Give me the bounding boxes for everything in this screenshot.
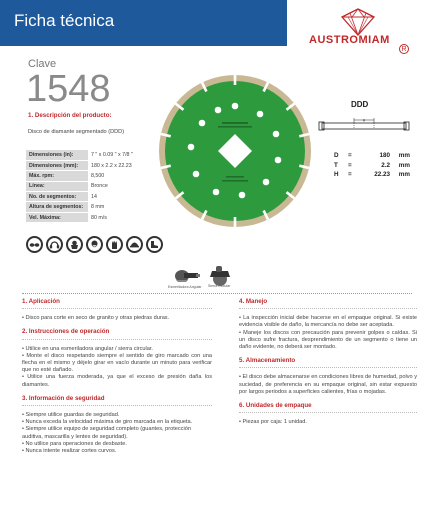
spec-row <box>26 160 162 170</box>
safety-item: • Siempre utilice equipo de seguridad completo (guantes, protección auditiva, mascarilla y lentes de seguridad). <box>22 426 191 440</box>
spec-row <box>26 212 162 222</box>
dimension-row: D = 180 mm <box>334 152 410 162</box>
spec-key: Vel. Máxima: <box>26 212 88 222</box>
spec-key: Línea: <box>26 181 88 191</box>
instructions-item: • Utilice en una esmeriladora angular / sierra circular. <box>22 345 153 352</box>
spec-row <box>26 171 162 181</box>
handling-item: • Maneje los discos con precaución para prevenir golpes o caídas. Si un disco sufre fractura, desprendimiento de un segmento o tiene un daño evidente, no deberá ser montado. <box>239 329 417 351</box>
safety-heading: 3. Información de seguridad <box>22 394 105 402</box>
spec-key: Máx. rpm: <box>26 171 88 181</box>
safety-item: • Nunca exceda la velocidad máxima de giro marcada en la etiqueta. <box>22 419 193 426</box>
spec-key: Dimensiones (in): <box>26 150 88 160</box>
diamond-disc-image <box>158 74 312 228</box>
brand-logo <box>287 0 425 64</box>
safety-boots-icon <box>146 236 163 253</box>
ear-protection-icon <box>46 236 63 253</box>
profile-h-label: H <box>362 118 366 123</box>
heading-separator <box>239 412 417 413</box>
safety-item: • Nunca intente realizar cortes curvos. <box>22 448 117 455</box>
circular-saw-icon <box>210 266 230 286</box>
heading-separator <box>22 308 212 309</box>
handling-heading: 4. Manejo <box>239 298 268 305</box>
storage-item: • El disco debe almacenarse en condiciones libres de humedad, polvo y suciedad, de preferencia en su empaque original, sin estar expuesto por largos periodos a superficies calientes, frías o mojadas. <box>239 374 417 395</box>
dimension-key: D <box>334 152 339 159</box>
dimension-row: T = 2.2 mm <box>334 162 410 172</box>
section-divider <box>22 293 412 294</box>
left-column <box>22 298 212 455</box>
storage-heading: 5. Almacenamiento <box>239 357 296 365</box>
face-shield-icon <box>66 236 83 253</box>
dimension-value: 180 <box>379 152 390 159</box>
machines-illustration <box>172 262 236 296</box>
dimension-key: H <box>334 171 339 178</box>
heading-separator <box>239 367 417 368</box>
instructions-heading: 2. Instrucciones de operación <box>22 328 110 336</box>
description-text: Disco de diamante segmentado (DDD) <box>28 129 125 135</box>
heading-separator <box>239 308 417 309</box>
spec-key: No. de segmentos: <box>26 192 88 202</box>
spec-value: 8 mm <box>88 202 162 212</box>
spec-value: 80 m/s <box>88 212 162 222</box>
heading-separator <box>22 405 212 406</box>
clave-label: Clave <box>28 58 57 70</box>
instructions-item: • Monte el disco respetando siempre el sentido de giro marcado con una flecha en el mismo y déjelo girar en vacío durante un minuto para verificar que no esté dañado. <box>22 352 212 374</box>
dimension-unit: mm <box>398 152 410 159</box>
registered-mark-icon: R <box>399 44 409 54</box>
machine-caption-saw: Sierra Circular <box>208 284 231 288</box>
brand-name: AUSTROMIAM <box>309 34 390 46</box>
angle-grinder-icon <box>175 270 200 282</box>
page-title: Ficha técnica <box>14 11 115 30</box>
disc-profile-diagram <box>318 117 410 137</box>
spec-value: Bronce <box>88 181 162 191</box>
application-heading: 1. Aplicación <box>22 298 60 305</box>
hard-hat-icon <box>126 236 143 253</box>
dimension-row: H = 22.23 mm <box>334 171 410 181</box>
profile-label: DDD <box>351 100 369 109</box>
spec-row <box>26 192 162 202</box>
spec-key: Altura de segmentos: <box>26 202 88 212</box>
diamond-logo-icon <box>339 8 377 36</box>
application-item: • Disco para corte en seco de granito y otras piedras duras. <box>22 315 170 322</box>
dust-mask-icon <box>86 236 103 253</box>
packaging-heading: 6. Unidades de empaque <box>239 402 312 410</box>
spec-value: 14 <box>88 192 162 202</box>
clave-number: 1548 <box>26 68 111 110</box>
dimension-unit: mm <box>398 171 410 178</box>
dimension-list <box>334 152 410 181</box>
spec-row <box>26 181 162 191</box>
machine-caption-grinder: Esmeriladora Angular <box>168 285 202 289</box>
dimension-key: T <box>334 161 338 169</box>
description-heading: 1. Descripción del producto: <box>28 112 112 119</box>
dimension-unit: mm <box>398 161 410 169</box>
ppe-icons-row <box>26 236 163 256</box>
gloves-icon <box>106 236 123 253</box>
right-column <box>239 298 417 426</box>
packaging-item: • Piezas por caja: 1 unidad. <box>239 419 307 426</box>
goggles-icon <box>26 236 43 253</box>
spec-value: 7 " x 0.09 " x 7/8 " <box>88 150 162 160</box>
spec-key: Dimensiones (mm): <box>26 160 88 170</box>
safety-item: • Siempre utilice guardas de seguridad. <box>22 412 120 419</box>
spec-table <box>26 150 162 223</box>
handling-item: • La inspección inicial debe hacerse en el empaque original. Si existe evidencia visible de daño, la mercancía no debe ser aceptada. <box>239 315 417 329</box>
spec-value: 8,500 <box>88 171 162 181</box>
spec-row <box>26 202 162 212</box>
heading-separator <box>22 339 212 340</box>
dimension-value: 22.23 <box>374 171 390 178</box>
instructions-item: • Utilice una fuerza moderada, ya que el exceso de presión daña los diamantes. <box>22 374 212 388</box>
dimension-value: 2.2 <box>381 161 390 169</box>
spec-value: 180 x 2.2 x 22.23 <box>88 160 162 170</box>
spec-row <box>26 150 162 160</box>
safety-item: • No utilice para operaciones de desbaste. <box>22 440 127 447</box>
